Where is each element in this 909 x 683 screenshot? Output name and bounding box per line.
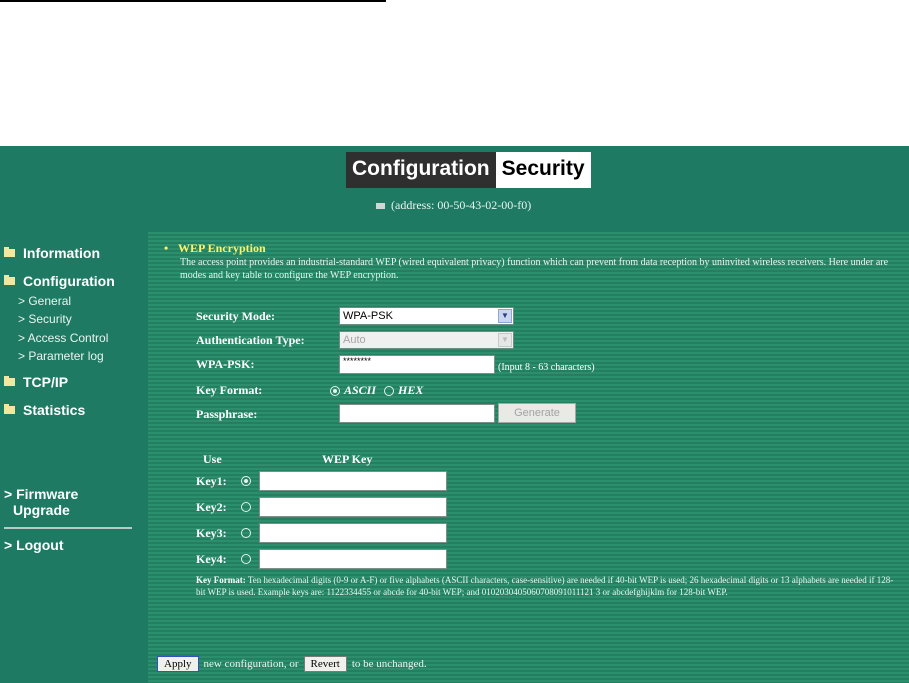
radio-ascii-label: ASCII: [344, 383, 377, 397]
folder-open-icon: [4, 277, 15, 285]
apply-text: new configuration, or: [203, 658, 299, 670]
folder-icon: [4, 406, 15, 414]
passphrase-input[interactable]: [339, 404, 495, 423]
folder-icon: [4, 378, 15, 386]
key-row-1: [196, 471, 447, 491]
sidebar-subitem-parameter-log[interactable]: > Parameter log: [18, 349, 104, 363]
use-column-header: Use: [203, 452, 222, 466]
page-title-section: Configuration: [346, 152, 496, 188]
sidebar-subitem-general[interactable]: > General: [18, 294, 72, 308]
sidebar-item-logout[interactable]: > Logout: [4, 537, 64, 553]
wep-key-input[interactable]: [259, 549, 447, 569]
key-row-3: [196, 523, 447, 543]
section-description: The access point provides an industrial-standard WEP (wired equivalent privacy) function which can prevent from data reception by uninvited wireless receivers. Here under are modes and key table to configure the WEP encryption.: [180, 257, 889, 281]
key-label: Key3:: [196, 525, 227, 540]
passphrase-label: Passphrase:: [196, 407, 258, 421]
key-format-note-prefix: Key Format:: [196, 575, 246, 585]
wpa-psk-input[interactable]: ********: [339, 355, 495, 374]
revert-button[interactable]: Revert: [304, 656, 347, 672]
key-label: Key1:: [196, 473, 227, 488]
key-format-options: [330, 383, 423, 398]
wep-key-input[interactable]: [259, 523, 447, 543]
key-label: Key4:: [196, 551, 227, 566]
generate-button[interactable]: Generate: [498, 403, 576, 423]
key-row-2: [196, 497, 447, 517]
wep-key-input[interactable]: [259, 497, 447, 517]
firmware-label-line1: > Firmware: [4, 486, 79, 502]
auth-type-label: Authentication Type:: [196, 333, 305, 347]
apply-button[interactable]: Apply: [157, 656, 199, 672]
key-select-radio[interactable]: [241, 528, 251, 538]
key-select-radio[interactable]: [241, 502, 251, 512]
section-title-text: WEP Encryption: [178, 241, 266, 255]
key-row-4: [196, 549, 447, 569]
chevron-down-icon: ▼: [498, 333, 512, 347]
key-format-note-text: Ten hexadecimal digits (0-9 or A-F) or five alphabets (ASCII characters, case-sensitive) are needed if 40-bit WEP is used; 26 hexadecimal digits or 13 alphabets are needed if 128-bit WEP is used. Example keys are: 1122334455 or abcde for 40-bit WEP; and 0102030405060708091011121 3 or abcdefghijklm for 128-bit WEP.: [196, 575, 894, 597]
firmware-label-line2: Upgrade: [13, 502, 70, 518]
sidebar-item-information[interactable]: [4, 245, 100, 261]
key-format-note: [196, 574, 896, 598]
sidebar-item-label: Information: [23, 245, 100, 261]
radio-ascii[interactable]: [330, 386, 340, 396]
mac-address: [376, 198, 531, 213]
form-actions: [157, 656, 427, 672]
page-title-page: Security: [496, 152, 591, 188]
sidebar-item-configuration[interactable]: [4, 273, 115, 289]
folder-icon: [4, 249, 15, 257]
security-mode-value: WPA-PSK: [343, 310, 393, 322]
sidebar-item-label: Configuration: [23, 273, 115, 289]
radio-hex[interactable]: [384, 386, 394, 396]
section-title: [164, 241, 266, 256]
device-icon: [376, 203, 385, 209]
sidebar-divider: [4, 527, 132, 529]
page-title: [346, 152, 591, 188]
bullet-icon: •: [164, 241, 169, 255]
security-mode-label: Security Mode:: [196, 309, 275, 323]
key-select-radio[interactable]: [241, 476, 251, 486]
auth-type-select: [339, 331, 514, 349]
auth-type-value: Auto: [343, 334, 366, 346]
top-divider: [0, 0, 386, 2]
sidebar-item-label: Statistics: [23, 402, 86, 418]
radio-hex-label: HEX: [398, 383, 424, 397]
sidebar-item-label: TCP/IP: [23, 374, 69, 390]
wep-key-input[interactable]: [259, 471, 447, 491]
content-area: [148, 232, 909, 683]
security-mode-select[interactable]: [339, 307, 514, 325]
sidebar-subitem-security[interactable]: > Security: [18, 312, 72, 326]
wep-key-column-header: WEP Key: [322, 452, 373, 466]
key-format-label: Key Format:: [196, 383, 263, 397]
wpa-psk-note: (Input 8 - 63 characters): [498, 362, 595, 373]
key-label: Key2:: [196, 499, 227, 514]
sidebar-item-firmware-upgrade[interactable]: [4, 486, 78, 518]
key-select-radio[interactable]: [241, 554, 251, 564]
sidebar-item-tcpip[interactable]: [4, 374, 68, 390]
chevron-down-icon[interactable]: ▼: [498, 309, 512, 323]
mac-address-text: (address: 00-50-43-02-00-f0): [391, 198, 532, 212]
sidebar-subitem-access-control[interactable]: > Access Control: [18, 331, 109, 345]
wpa-psk-label: WPA-PSK:: [196, 357, 255, 371]
revert-text: to be unchanged.: [351, 658, 427, 670]
sidebar-item-statistics[interactable]: [4, 402, 85, 418]
